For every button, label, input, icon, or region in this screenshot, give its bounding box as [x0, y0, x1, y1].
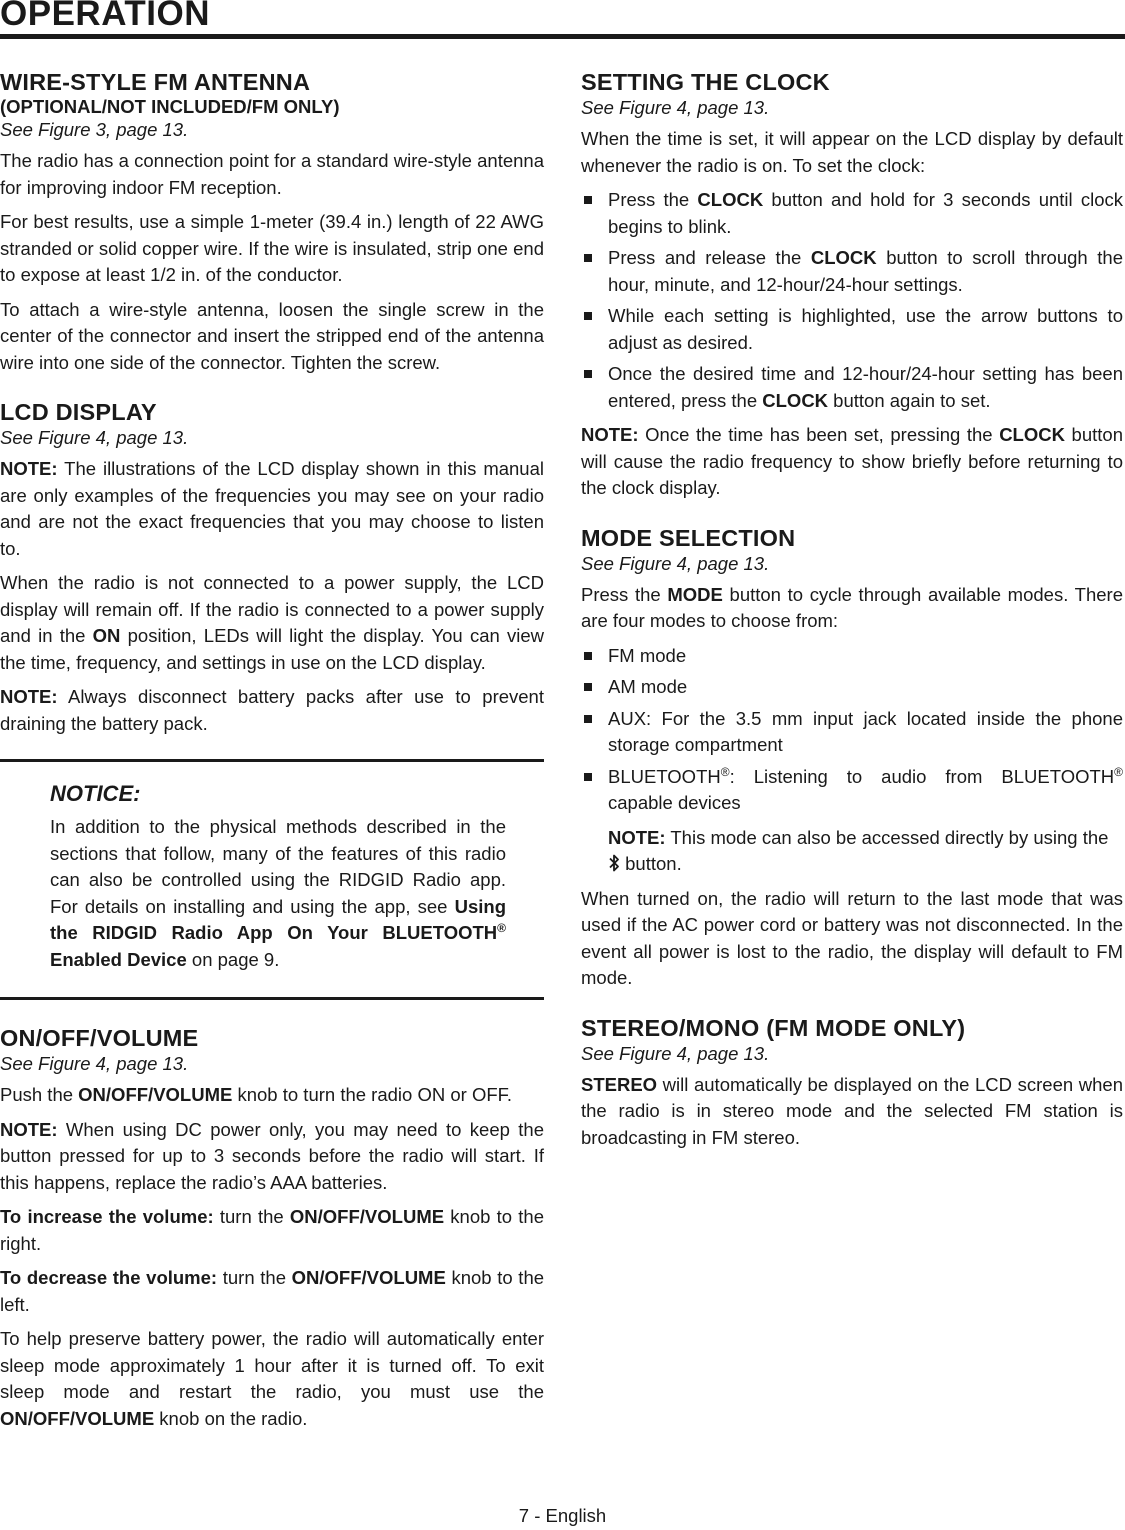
note-label: NOTE: [581, 424, 639, 445]
text-run: AM mode [608, 676, 688, 697]
setting-clock-section [581, 68, 1123, 502]
lcd-display-note-1 [0, 456, 544, 562]
text-run: turn the [217, 1267, 292, 1288]
list-item-bluetooth-mode [581, 764, 1123, 817]
square-bullet-icon [584, 652, 592, 660]
wire-antenna-subtitle: (OPTIONAL/NOT INCLUDED/FM ONLY) [0, 96, 340, 117]
text-run: Push the [0, 1084, 79, 1105]
lcd-display-title: LCD DISPLAY [0, 399, 157, 425]
text-run: knob to the right. [0, 1206, 544, 1254]
text-run: button and hold for 3 seconds until clock begins to blink. [608, 189, 1123, 237]
wire-antenna-section [0, 68, 544, 376]
text-run: While each setting is highlighted, use the arrow buttons to adjust as desired. [608, 305, 1123, 353]
registered-mark: ® [1114, 764, 1123, 779]
bluetooth-mode-note [581, 825, 1123, 878]
text-run: knob to turn the radio ON or OFF. [232, 1084, 513, 1105]
on-off-volume-figure-ref: See Figure 4, page 13. [0, 1053, 189, 1074]
registered-mark: ® [720, 764, 730, 779]
decrease-volume-paragraph [0, 1265, 544, 1318]
knob-keyword: ON/OFF/VOLUME [291, 1267, 446, 1288]
wire-antenna-paragraph-2: For best results, use a simple 1-meter (39.4 in.) length of 22 AWG stranded or solid copper wire. If the wire is insulated, strip one end to expose at least 1/2 in. of the conductor. [0, 211, 544, 285]
on-off-volume-title: ON/OFF/VOLUME [0, 1025, 199, 1051]
text-run: button will cause the radio frequency to show briefly before returning to the clock display. [581, 424, 1123, 498]
text-run: Using the RIDGID Radio App On Your BLUETOOTH [50, 895, 506, 943]
note-label: NOTE: [0, 686, 58, 707]
increase-volume-label: To increase the volume: [0, 1206, 214, 1227]
left-column [0, 68, 544, 1454]
mode-selection-last-mode-paragraph: When turned on, the radio will return to the last mode that was used if the AC power cord or battery was not disconnected. In the event all power is lost to the radio, the display will default to FM mode. [581, 887, 1123, 988]
on-off-note [0, 1117, 544, 1197]
bluetooth-icon [608, 853, 620, 873]
text-run: : Listening to audio from BLUETOOTH [729, 765, 1115, 787]
text-run: knob to the left. [0, 1267, 545, 1315]
square-bullet-icon [584, 254, 592, 262]
text-run: In addition to the physical methods described in the sections that follow, many of the features of this radio can also be controlled using the RIDGID Radio app. For details on installing and using the app, see [50, 816, 506, 917]
stereo-mono-section [581, 1014, 1123, 1152]
on-off-volume-section [0, 1024, 544, 1432]
notice-text [50, 814, 506, 973]
knob-keyword: ON/OFF/VOLUME [78, 1084, 233, 1105]
increase-volume-paragraph [0, 1204, 544, 1257]
wire-antenna-paragraph-3: To attach a wire-style antenna, loosen the single screw in the center of the connector and insert the stripped end of the antenna wire into one side of the connector. Tighten the screw. [0, 298, 544, 373]
mode-selection-figure-ref: See Figure 4, page 13. [581, 552, 770, 574]
text-run: button again to set. [828, 389, 991, 411]
on-keyword: ON [92, 625, 121, 646]
sleep-mode-paragraph [0, 1326, 544, 1432]
text-run: AUX: For the 3.5 mm input jack located inside the phone storage compartment [608, 707, 1123, 755]
clock-keyword: CLOCK [762, 389, 829, 411]
text-run: button. [620, 853, 682, 874]
setting-clock-note [581, 422, 1123, 502]
text-run: capable devices [608, 792, 741, 813]
mode-selection-intro [581, 582, 1123, 635]
stereo-mono-title: STEREO/MONO (FM MODE ONLY) [581, 1014, 966, 1041]
setting-clock-figure-ref: See Figure 4, page 13. [581, 97, 770, 118]
text-run: Enabled Device [50, 948, 187, 970]
clock-steps-list [581, 187, 1123, 414]
list-item [581, 361, 1123, 414]
text-run: Once the desired time and 12-hour/24-hour setting has been entered, press the [608, 363, 1123, 411]
text-run: FM mode [608, 644, 687, 666]
knob-keyword: ON/OFF/VOLUME [289, 1206, 445, 1227]
clock-keyword: CLOCK [999, 424, 1065, 445]
mode-selection-section [581, 524, 1123, 992]
square-bullet-icon [584, 312, 592, 320]
list-item [581, 245, 1123, 298]
note-label: NOTE: [0, 1118, 58, 1140]
square-bullet-icon [584, 715, 592, 723]
wire-antenna-title: WIRE-STYLE FM ANTENNA [0, 69, 311, 95]
registered-mark: ® [497, 920, 506, 935]
square-bullet-icon [584, 370, 592, 378]
text-run: Once the time has been set, pressing the [638, 424, 1000, 445]
square-bullet-icon [584, 683, 592, 691]
text-run: This mode can also be accessed directly by using the [665, 826, 1109, 848]
square-bullet-icon [584, 773, 592, 781]
text-run: knob on the radio. [154, 1407, 308, 1429]
text-run: button to cycle through available modes. There are four modes to choose from: [581, 583, 1123, 631]
text-run: To help preserve battery power, the radio will automatically enter sleep mode approximately 1 hour after it is turned off. To exit sleep mode and restart the radio, you must use the [0, 1328, 544, 1402]
lcd-display-paragraph-2 [0, 570, 544, 676]
decrease-volume-label: To decrease the volume: [0, 1267, 218, 1288]
text-run: position, LEDs will light the display. You can view the time, frequency, and settings in use on the LCD display. [0, 625, 545, 673]
text-run: will automatically be displayed on the LCD screen when the radio is in stereo mode and the selected FM station is broadcasting in FM stereo. [581, 1073, 1123, 1148]
text-run: When the radio is not connected to a power supply, the LCD display will remain off. If the radio is connected to a power supply and in the [0, 572, 544, 646]
list-item-fm-mode [581, 643, 1123, 670]
page-title: OPERATION [0, 0, 210, 33]
text-run: Press the [608, 189, 698, 210]
stereo-mono-figure-ref: See Figure 4, page 13. [581, 1042, 770, 1064]
knob-keyword: ON/OFF/VOLUME [0, 1407, 155, 1429]
list-item [581, 187, 1123, 240]
on-off-paragraph-1 [0, 1082, 544, 1109]
stereo-paragraph [581, 1072, 1123, 1152]
note-label: NOTE: [608, 826, 666, 848]
text-run: Press and release the [608, 247, 811, 268]
header-rule [0, 34, 1125, 39]
text-run: on page 9. [186, 948, 280, 970]
square-bullet-icon [584, 196, 592, 204]
notice-box [0, 759, 544, 1000]
wire-antenna-figure-ref: See Figure 3, page 13. [0, 119, 189, 140]
text-run: BLUETOOTH [608, 765, 721, 787]
setting-clock-title: SETTING THE CLOCK [581, 69, 830, 95]
mode-selection-title: MODE SELECTION [581, 524, 796, 551]
text-run: Press the [581, 583, 668, 605]
mode-keyword: MODE [667, 583, 723, 605]
clock-keyword: CLOCK [810, 247, 877, 268]
right-column [581, 68, 1123, 1173]
lcd-display-note-2 [0, 684, 544, 737]
notice-title: NOTICE: [50, 781, 141, 806]
list-item [581, 303, 1123, 356]
list-item-am-mode [581, 674, 1123, 701]
modes-list [581, 643, 1123, 817]
page-number: 7 - English [518, 1505, 607, 1526]
list-item-aux-mode [581, 706, 1123, 759]
wire-antenna-paragraph-1: The radio has a connection point for a standard wire-style antenna for improving indoor FM reception. [0, 150, 544, 198]
clock-keyword: CLOCK [697, 189, 764, 210]
note-text: The illustrations of the LCD display shown in this manual are only examples of the frequencies you may see on your radio and are not the exact frequencies that you may choose to listen to. [0, 458, 544, 559]
stereo-keyword: STEREO [581, 1073, 658, 1095]
note-label: NOTE: [0, 458, 58, 479]
setting-clock-intro: When the time is set, it will appear on the LCD display by default whenever the radio is on. To set the clock: [581, 128, 1123, 176]
note-text: When using DC power only, you may need to keep the button pressed for up to 3 seconds before the radio will start. If this happens, replace the radio’s AAA batteries. [0, 1118, 544, 1193]
text-run: button to scroll through the hour, minute, and 12-hour/24-hour settings. [608, 247, 1124, 295]
note-text: Always disconnect battery packs after use to prevent draining the battery pack. [0, 686, 544, 734]
lcd-display-figure-ref: See Figure 4, page 13. [0, 427, 189, 448]
lcd-display-section [0, 398, 544, 737]
text-run: turn the [213, 1206, 290, 1227]
